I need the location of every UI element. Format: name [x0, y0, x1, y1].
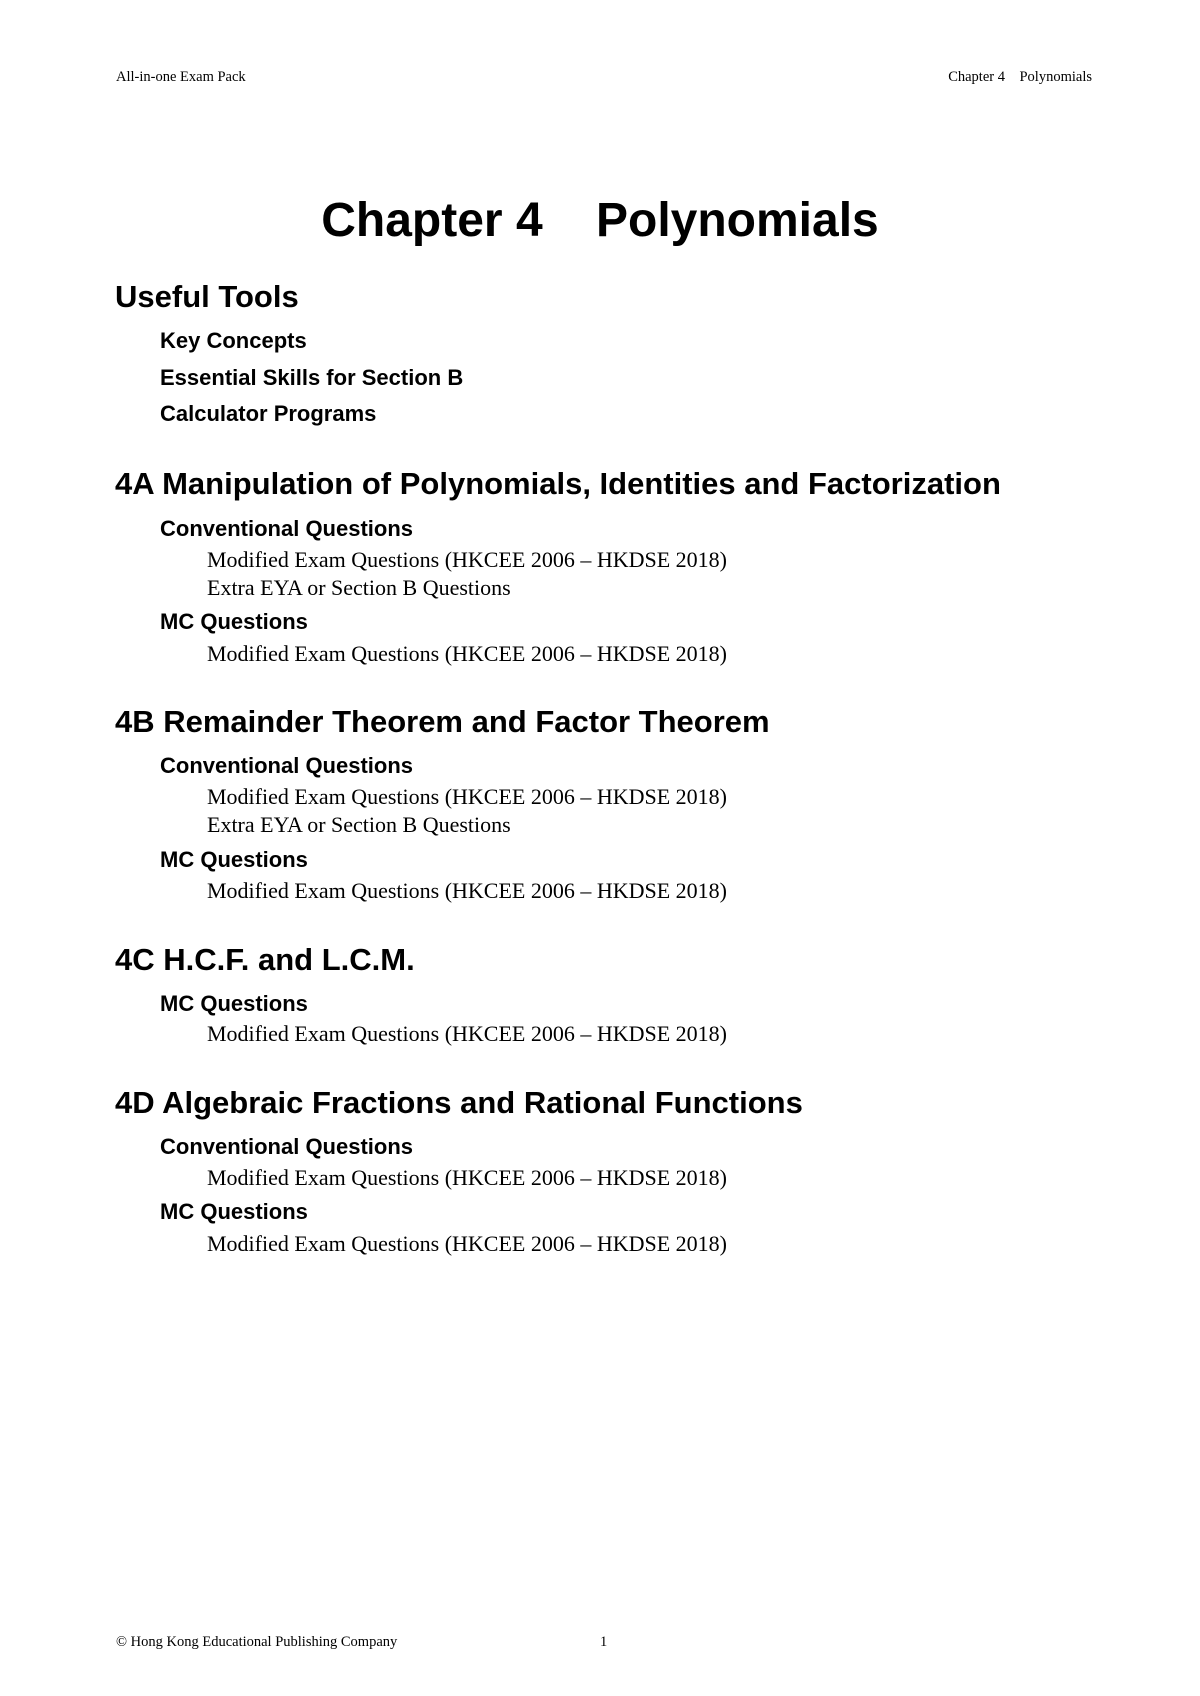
question-set-item: Modified Exam Questions (HKCEE 2006 – HKDSE 2018) — [207, 547, 728, 572]
section-heading-4b: 4B Remainder Theorem and Factor Theorem — [115, 704, 770, 739]
section-heading-4a: 4A Manipulation of Polynomials, Identities and Factorization — [115, 466, 1001, 501]
page-number: 1 — [600, 1634, 608, 1650]
question-set-item: Modified Exam Questions (HKCEE 2006 – HKDSE 2018) — [207, 641, 728, 666]
mc-questions-label: MC Questions — [160, 609, 308, 634]
conventional-questions-label: Conventional Questions — [160, 1134, 414, 1159]
footer-copyright: © Hong Kong Educational Publishing Company — [116, 1634, 398, 1650]
question-set-item: Modified Exam Questions (HKCEE 2006 – HKDSE 2018) — [207, 1021, 728, 1046]
section-heading-4c: 4C H.C.F. and L.C.M. — [115, 942, 415, 977]
mc-questions-label: MC Questions — [160, 991, 308, 1016]
page-footer — [116, 1634, 1116, 1654]
chapter-title: Chapter 4 Polynomials — [321, 194, 879, 247]
mc-questions-label: MC Questions — [160, 1199, 308, 1224]
conventional-questions-label: Conventional Questions — [160, 753, 414, 778]
question-set-item: Modified Exam Questions (HKCEE 2006 – HKDSE 2018) — [207, 784, 728, 809]
useful-tools-heading: Useful Tools — [115, 279, 299, 314]
question-set-item: Modified Exam Questions (HKCEE 2006 – HKDSE 2018) — [207, 1231, 728, 1256]
question-set-item: Extra EYA or Section B Questions — [207, 812, 511, 837]
mc-questions-label: MC Questions — [160, 847, 308, 872]
useful-tools-item: Key Concepts — [160, 328, 307, 353]
question-set-item: Extra EYA or Section B Questions — [207, 575, 511, 600]
header-book-title: All-in-one Exam Pack — [116, 69, 246, 85]
useful-tools-item: Calculator Programs — [160, 401, 377, 426]
section-heading-4d: 4D Algebraic Fractions and Rational Functions — [115, 1085, 803, 1120]
question-set-item: Modified Exam Questions (HKCEE 2006 – HKDSE 2018) — [207, 1165, 728, 1190]
useful-tools-item: Essential Skills for Section B — [160, 365, 464, 390]
conventional-questions-label: Conventional Questions — [160, 516, 414, 541]
header-chapter-title: Chapter 4 Polynomials — [948, 69, 1092, 85]
question-set-item: Modified Exam Questions (HKCEE 2006 – HKDSE 2018) — [207, 878, 728, 903]
